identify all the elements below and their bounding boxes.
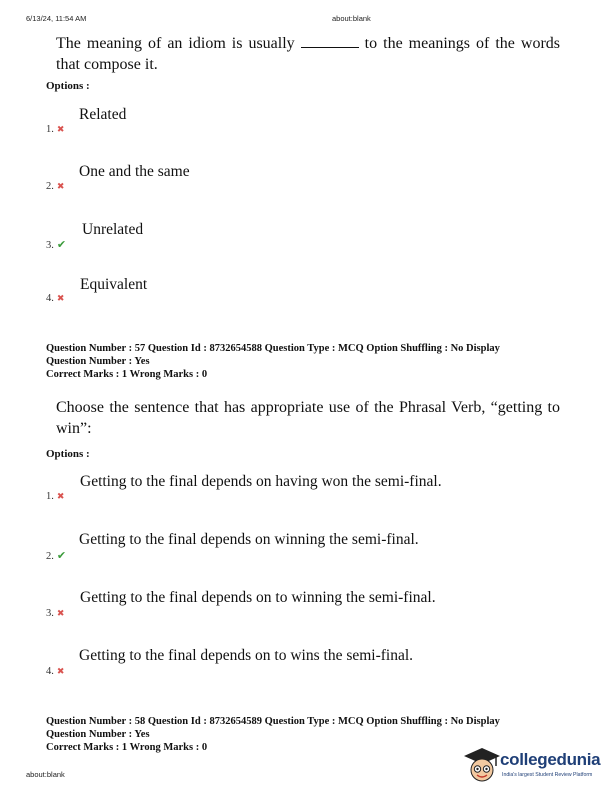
option-number-label: 4.	[46, 293, 54, 304]
question-text: Choose the sentence that has appropriate use of the Phrasal Verb, “getting to win”:	[56, 399, 560, 437]
question-text-before: The meaning of an idiom is usually	[56, 35, 295, 52]
meta-line: Question Number : Yes	[46, 356, 150, 367]
meta-line: Question Number : 57 Question Id : 8732654588 Question Type : MCQ Option Shuffling : No Display	[46, 343, 500, 354]
option-number-label: 2.	[46, 181, 54, 192]
option-number-label: 1.	[46, 491, 54, 502]
print-datetime: 6/13/24, 11:54 AM	[26, 14, 87, 23]
cross-icon: ✖	[56, 182, 65, 192]
option-text: Equivalent	[80, 276, 148, 293]
graduate-mascot-icon	[462, 744, 502, 786]
cross-icon: ✖	[56, 609, 65, 619]
option-number	[46, 124, 64, 135]
option-number-label: 4.	[46, 666, 54, 677]
option-text: Getting to the final depends on having won the semi-final.	[80, 473, 442, 490]
logo-name: collegedunia	[500, 750, 601, 769]
question-text	[56, 33, 560, 75]
cross-icon: ✖	[56, 125, 65, 135]
cross-icon: ✖	[56, 667, 65, 677]
option-number	[46, 608, 64, 619]
option-text: Getting to the final depends on winning the semi-final.	[79, 531, 419, 548]
question-text-after: to the meanings of the words that compose it.	[56, 35, 561, 73]
meta-line: Question Number : Yes	[46, 729, 150, 740]
option-number	[46, 549, 66, 562]
option-text: Getting to the final depends on to wins the semi-final.	[79, 647, 414, 664]
check-icon: ✔	[56, 549, 67, 562]
collegedunia-logo	[462, 744, 612, 790]
option-number	[46, 491, 64, 502]
footer-url: about:blank	[26, 770, 65, 779]
logo-tagline: India's largest Student Review Platform	[502, 772, 593, 778]
option-number	[46, 181, 64, 192]
options-label: Options :	[46, 80, 90, 92]
question-meta	[46, 715, 500, 754]
option-text: One and the same	[79, 163, 190, 180]
option-number	[46, 666, 64, 677]
option-number-label: 3.	[46, 608, 54, 619]
cross-icon: ✖	[56, 492, 65, 502]
option-number-label: 3.	[46, 240, 54, 251]
check-icon: ✔	[56, 238, 67, 251]
meta-line: Correct Marks : 1 Wrong Marks : 0	[46, 742, 208, 753]
option-number-label: 1.	[46, 124, 54, 135]
meta-line: Question Number : 58 Question Id : 8732654589 Question Type : MCQ Option Shuffling : No Display	[46, 716, 500, 727]
option-number	[46, 293, 64, 304]
option-text: Getting to the final depends on to winning the semi-final.	[80, 589, 436, 606]
option-number	[46, 238, 66, 251]
options-label: Options :	[46, 448, 90, 460]
option-text: Unrelated	[82, 221, 144, 238]
option-number-label: 2.	[46, 551, 54, 562]
answer-blank	[301, 35, 359, 48]
meta-line: Correct Marks : 1 Wrong Marks : 0	[46, 369, 208, 380]
question-meta	[46, 342, 500, 381]
print-url: about:blank	[332, 14, 371, 23]
cross-icon: ✖	[56, 294, 65, 304]
option-text: Related	[79, 106, 127, 123]
